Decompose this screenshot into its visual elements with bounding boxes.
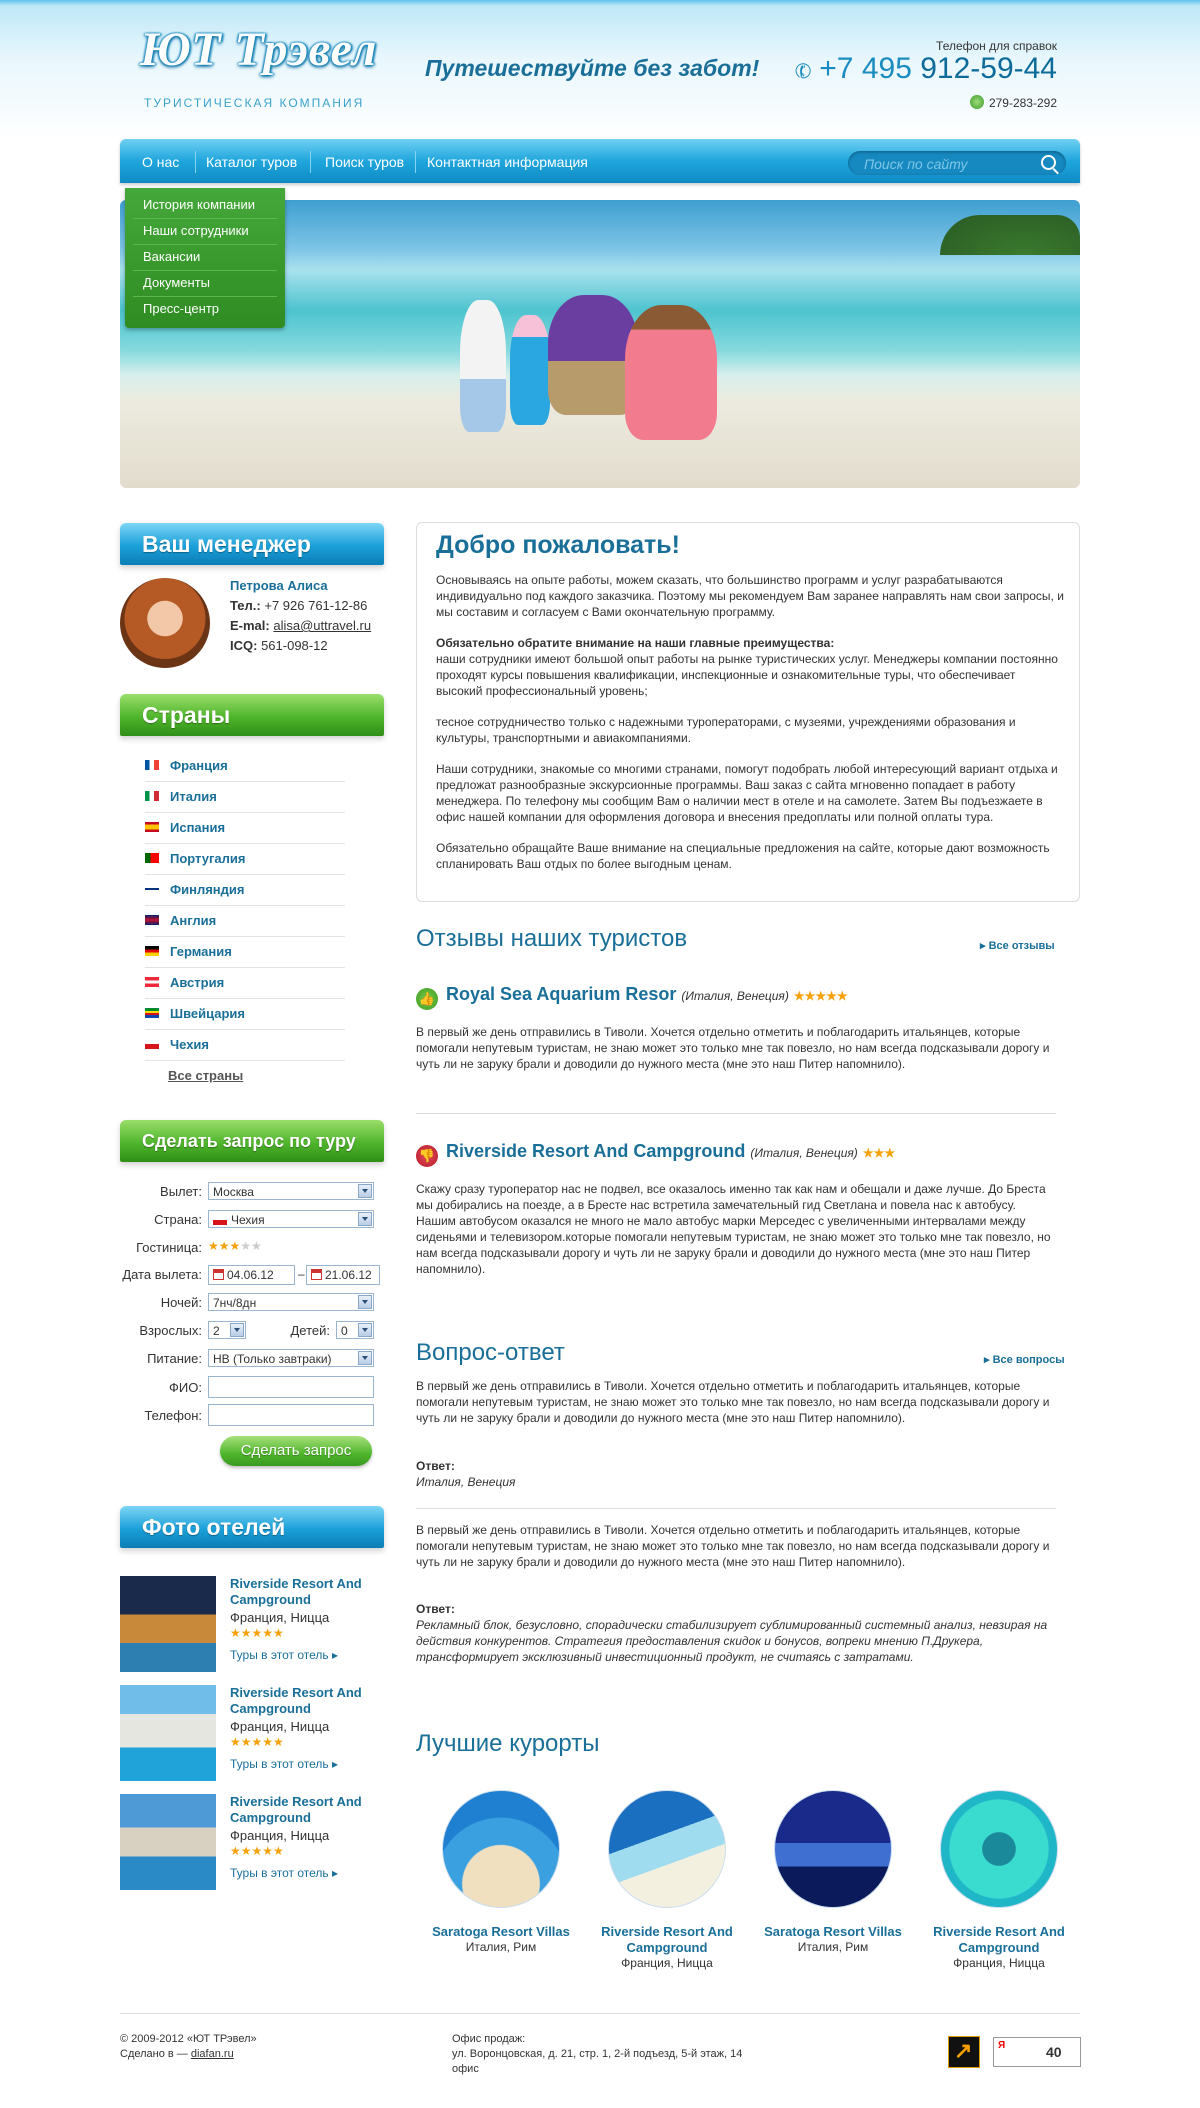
resort-name-link[interactable]: Riverside Resort And Campground	[601, 1924, 733, 1955]
island-image	[940, 215, 1080, 255]
resort-location: Франция, Ницца	[621, 1956, 713, 1970]
country-item[interactable]	[145, 967, 345, 999]
hotel-location: Франция, Ницца	[230, 1719, 330, 1734]
children-select[interactable]: 0	[336, 1321, 374, 1339]
hotel-card	[120, 1794, 384, 1890]
search-icon[interactable]	[1041, 155, 1056, 170]
hotel-name-link[interactable]: Riverside Resort And Campground	[230, 1794, 362, 1825]
search-input[interactable]	[862, 154, 1036, 174]
all-questions-link[interactable]: ▸ Все вопросы	[984, 1354, 1065, 1366]
chevron-down-icon	[358, 1212, 372, 1226]
welcome-paragraph: Основываясь на опыте работы, можем сказать, что большинство программ и услуг разрабатываются индивидуально под каждого заказчика. Поэтому мы рекомендуем Вам заранее направлять нам свои запросы, и мы составим и согласуем с Вами окончательную программу.	[436, 573, 1064, 619]
resort-card	[416, 1790, 586, 1970]
manager-name: Петрова Алиса	[230, 578, 328, 593]
resort-location: Италия, Рим	[465, 1940, 537, 1954]
dropdown-vacancies[interactable]: Вакансии	[143, 249, 201, 264]
faq-answer: Ответ: Рекламный блок, безусловно, спорадически стабилизирует сублимированный системный анализ, невзирая на действия конкурентов. Стратегия предоставления скидок и бонусов, вопреки мнению П.Друкера, трансформирует эксклюзивный инвестиционный продукт, не считаясь с затратами.	[416, 1602, 1048, 1664]
manager-header: Ваш менеджер	[120, 523, 384, 565]
resort-photo[interactable]	[442, 1790, 560, 1908]
departure-select[interactable]: Москва	[208, 1182, 374, 1200]
country-item[interactable]	[145, 843, 345, 875]
flag-icon	[145, 946, 159, 956]
fullname-label: ФИО:	[169, 1380, 202, 1395]
welcome-advantages: Обязательно обратите внимание на наши главные преимущества: наши сотрудники имеют большой опыт работы на рынке туристических услуг. Менеджеры компании постоянно проходят курсы повышения квалификации, инспекционные и ознакомительные туры, что обеспечивает высокий профессиональный уровень;	[436, 636, 1058, 698]
icq-icon	[970, 95, 984, 109]
tour-request-header: Сделать запрос по туру	[120, 1120, 384, 1162]
review-hotel-link[interactable]: Royal Sea Aquarium Resor	[446, 984, 677, 1004]
country-name: Испания	[170, 820, 226, 835]
resort-card	[582, 1790, 752, 1970]
girl-figure	[510, 315, 550, 425]
flag-icon	[145, 977, 159, 987]
icq-number: 279-283-292	[970, 95, 1057, 110]
flag-icon	[145, 1039, 159, 1049]
country-item[interactable]	[145, 998, 345, 1030]
hotel-label: Гостиница:	[136, 1240, 202, 1255]
nav-separator	[310, 151, 311, 173]
welcome-paragraph: Обязательно обращайте Ваше внимание на специальные предложения на сайте, которые дают возможность спланировать Ваш отдых по более выгодным ценам.	[436, 841, 1050, 871]
hotel-tours-link[interactable]: Туры в этот отель ▸	[230, 1648, 338, 1662]
resort-location: Франция, Ницца	[953, 1956, 1045, 1970]
phone-field-label: Телефон:	[144, 1408, 202, 1423]
slogan: Путешествуйте без забот!	[425, 55, 760, 81]
nav-contacts[interactable]: Контактная информация	[427, 154, 588, 170]
flag-icon	[145, 822, 159, 832]
submit-request-button[interactable]: Сделать запрос	[220, 1436, 372, 1466]
chevron-down-icon	[358, 1323, 372, 1337]
resort-name-link[interactable]: Saratoga Resort Villas	[764, 1924, 902, 1939]
welcome-block	[416, 522, 1080, 902]
logo-subtitle: ТУРИСТИЧЕСКАЯ КОМПАНИЯ	[144, 96, 365, 110]
resort-photo[interactable]	[608, 1790, 726, 1908]
country-item[interactable]	[145, 905, 345, 937]
resort-location: Италия, Рим	[797, 1940, 869, 1954]
divider	[416, 1113, 1056, 1114]
country-item[interactable]	[145, 874, 345, 906]
country-item[interactable]	[145, 812, 345, 844]
date-from-input[interactable]: 04.06.12	[208, 1265, 295, 1285]
mother-figure	[625, 305, 717, 440]
nav-dropdown-menu	[125, 188, 285, 328]
country-name: Германия	[170, 944, 232, 959]
resort-photo[interactable]	[774, 1790, 892, 1908]
hotel-location: Франция, Ницца	[230, 1610, 330, 1625]
logo[interactable]	[140, 22, 378, 110]
review-rating: ★★★	[862, 1146, 896, 1160]
nav-separator	[195, 151, 196, 173]
nav-about[interactable]: О нас	[142, 154, 180, 170]
country-label: Страна:	[154, 1212, 202, 1227]
footer-copyright: © 2009-2012 «ЮТ ТРэвел» Сделано в — diafan.ru	[120, 2033, 257, 2060]
chevron-down-icon	[230, 1323, 244, 1337]
chevron-down-icon	[358, 1295, 372, 1309]
hotel-photo[interactable]	[120, 1794, 216, 1890]
hotel-card	[120, 1685, 384, 1781]
dropdown-history[interactable]: История компании	[143, 197, 255, 212]
review-heading: 👍 Royal Sea Aquarium Resor (Италия, Венеция) ★★★★★	[416, 984, 848, 1010]
departure-label: Вылет:	[160, 1184, 202, 1199]
phone-label: Телефон для справок	[936, 39, 1057, 53]
manager-email-link[interactable]: alisa@uttravel.ru	[273, 618, 372, 633]
all-reviews-link[interactable]: ▸ Все отзывы	[980, 940, 1055, 952]
dropdown-divider	[133, 296, 277, 297]
hotel-stars-selector[interactable]: ★★★★★	[208, 1239, 262, 1253]
country-name: Австрия	[170, 975, 225, 990]
welcome-title: Добро пожаловать!	[436, 531, 680, 559]
manager-phone: Тел.: +7 926 761-12-86	[230, 598, 368, 613]
resort-card	[748, 1790, 918, 1970]
calendar-icon	[311, 1269, 322, 1280]
phone-number: ✆ +7 495 912-59-44	[791, 52, 1057, 86]
hotel-card	[120, 1576, 384, 1672]
thumbs-down-icon: 👎	[416, 1145, 438, 1167]
hotel-photo[interactable]	[120, 1685, 216, 1781]
flag-icon	[145, 791, 159, 801]
welcome-text	[436, 572, 1064, 887]
hotel-photos-header: Фото отелей	[120, 1506, 384, 1548]
countries-header: Страны	[120, 694, 384, 736]
manager-email: E-mal: alisa@uttravel.ru	[230, 618, 372, 633]
country-item[interactable]	[145, 750, 345, 782]
flag-icon	[145, 915, 159, 925]
country-item[interactable]	[145, 781, 345, 813]
resort-name-link[interactable]: Riverside Resort And Campground	[933, 1924, 1065, 1955]
country-name: Швейцария	[170, 1006, 246, 1021]
manager-avatar	[120, 578, 210, 668]
country-name: Португалия	[170, 851, 246, 866]
faq-title: Вопрос-ответ	[416, 1339, 565, 1366]
logo-text: ЮТ Трэвел	[140, 23, 378, 76]
czech-flag-icon	[213, 1215, 227, 1225]
flag-icon	[145, 760, 159, 770]
footer-divider	[120, 2013, 1080, 2014]
review-hotel-link[interactable]: Riverside Resort And Campground	[446, 1141, 746, 1161]
resort-name-link[interactable]: Saratoga Resort Villas	[432, 1924, 570, 1939]
date-label: Дата вылета:	[122, 1267, 202, 1282]
hotel-name-link[interactable]: Riverside Resort And Campground	[230, 1685, 362, 1716]
hotel-photo[interactable]	[120, 1576, 216, 1672]
nights-select[interactable]: 7нч/8дн	[208, 1293, 374, 1311]
footer-office: Офис продаж: ул. Воронцовская, д. 21, стр. 1, 2-й подъезд, 5-й этаж, 14 офис	[452, 2033, 743, 2075]
reviews-title: Отзывы наших туристов	[416, 925, 688, 952]
phone-input[interactable]	[208, 1404, 374, 1426]
date-separator: –	[298, 1267, 305, 1281]
page-container	[120, 0, 1080, 2108]
review-text: В первый же день отправились в Тиволи. Хочется отдельно отметить и поблагодарить итальянцев, которые помогали непутевым туристам, не знаю может это только мне так повезло, но нам всегда подсказывали дорогу и чуть ли не заруку брали и доводили до нужного места (мне это наш Питер напомнило).	[416, 1025, 1050, 1071]
dropdown-documents[interactable]: Документы	[143, 275, 211, 290]
child-figure	[460, 300, 506, 432]
review-heading: 👎 Riverside Resort And Campground (Италия, Венеция) ★★★	[416, 1141, 895, 1167]
date-to-input[interactable]: 21.06.12	[306, 1265, 380, 1285]
nights-label: Ночей:	[160, 1295, 202, 1310]
hotel-name-link[interactable]: Riverside Resort And Campground	[230, 1576, 362, 1607]
flag-icon	[145, 1008, 159, 1018]
review-text: Скажу сразу туроператор нас не подвел, все оказалось именно так как нам и обещали и даже лучше. До Бреста мы добирались на поезде, а в Бресте нас встретила замечательный гид Светлана и повела нас к автобусу. Нашим автобусом оказался не много не мало автобус марки Мерседес с увеличенными интервалами между сиденьями и телевизором.которые помогали непутевым туристам, не знаю может это только мне так повезло, но нам всегда подсказывали дорогу и чуть ли не заруку брали и доводили до нужного места (мне это наш Питер напомнило).	[416, 1182, 1051, 1276]
dropdown-divider	[133, 270, 277, 271]
meals-select[interactable]: HB (Только завтраки)	[208, 1349, 374, 1367]
yandex-counter[interactable]: Я 40	[993, 2037, 1081, 2067]
nav-separator	[415, 151, 416, 173]
resorts-title: Лучшие курорты	[416, 1730, 600, 1757]
dropdown-staff[interactable]: Наши сотрудники	[143, 223, 249, 238]
faq-question: В первый же день отправились в Тиволи. Хочется отдельно отметить и поблагодарить итальянцев, которые помогали непутевым туристам, не знаю может это только мне так повезло, но нам всегда подсказывали дорогу и чуть ли не заруку брали и доводили до нужного места (мне это наш Питер напомнило).	[416, 1523, 1050, 1569]
country-name: Италия	[170, 789, 217, 804]
faq-question: В первый же день отправились в Тиволи. Хочется отдельно отметить и поблагодарить итальянцев, которые помогали непутевым туристам, не знаю может это только мне так повезло, но нам всегда подсказывали дорогу и чуть ли не заруку брали и доводили до нужного места (мне это наш Питер напомнило).	[416, 1379, 1050, 1425]
country-name: Англия	[170, 913, 217, 928]
calendar-icon	[213, 1269, 224, 1280]
meals-label: Питание:	[147, 1351, 202, 1366]
children-label: Детей:	[290, 1323, 330, 1338]
site-badge-icon[interactable]	[948, 2036, 980, 2068]
flag-icon	[145, 884, 159, 894]
country-select[interactable]: Чехия	[208, 1210, 374, 1228]
welcome-paragraph: тесное сотрудничество только с надежными туроператорами, с музеями, учреждениями образования и культуры, транспортными и авиакомпаниями.	[436, 715, 1016, 745]
nav-search-tours[interactable]: Поиск туров	[325, 154, 405, 170]
country-item[interactable]	[145, 1029, 345, 1061]
search-box	[848, 151, 1066, 175]
hotel-tours-link[interactable]: Туры в этот отель ▸	[230, 1757, 338, 1771]
country-item[interactable]	[145, 936, 345, 968]
diafan-link[interactable]: diafan.ru	[190, 2048, 234, 2060]
nav-catalog[interactable]: Каталог туров	[206, 154, 298, 170]
adults-select[interactable]: 2	[208, 1321, 246, 1339]
hotel-tours-link[interactable]: Туры в этот отель ▸	[230, 1866, 338, 1880]
country-name: Франция	[170, 758, 228, 773]
manager-icq: ICQ: 561-098-12	[230, 638, 328, 653]
chevron-down-icon	[358, 1184, 372, 1198]
country-name: Финляндия	[170, 882, 245, 897]
thumbs-up-icon: 👍	[416, 988, 438, 1010]
resort-card	[914, 1790, 1084, 1970]
dropdown-divider	[133, 244, 277, 245]
resort-photo[interactable]	[940, 1790, 1058, 1908]
country-name: Чехия	[170, 1037, 209, 1052]
dropdown-press[interactable]: Пресс-центр	[143, 301, 220, 316]
flag-icon	[145, 853, 159, 863]
dropdown-divider	[133, 218, 277, 219]
welcome-paragraph: Наши сотрудники, знакомые со многими странами, помогут подобрать любой интересующий вариант отдыха и предложат разнообразные экскурсионные программы. Ваш заказ с сайта мгновенно попадает в работу менеджера. По телефону мы сообщим Вам о наличии мест в отеле и на самолете. Затем Вы подъезжаете в офис нашей компании для оформления договора и внесения предоплаты или полной оплаты тура.	[436, 762, 1058, 824]
hotel-rating: ★★★★★	[230, 1626, 284, 1640]
hotel-rating: ★★★★★	[230, 1735, 284, 1749]
all-countries-link[interactable]: Все страны	[168, 1068, 244, 1083]
chevron-down-icon	[358, 1351, 372, 1365]
review-rating: ★★★★★	[793, 989, 848, 1003]
divider	[416, 1508, 1056, 1509]
main-nav	[120, 139, 1080, 183]
hotel-location: Франция, Ницца	[230, 1828, 330, 1843]
adults-label: Взрослых:	[139, 1323, 202, 1338]
fullname-input[interactable]	[208, 1376, 374, 1398]
faq-answer: Ответ: Италия, Венеция	[416, 1459, 516, 1489]
hotel-rating: ★★★★★	[230, 1844, 284, 1858]
phone-icon: ✆	[791, 58, 815, 86]
